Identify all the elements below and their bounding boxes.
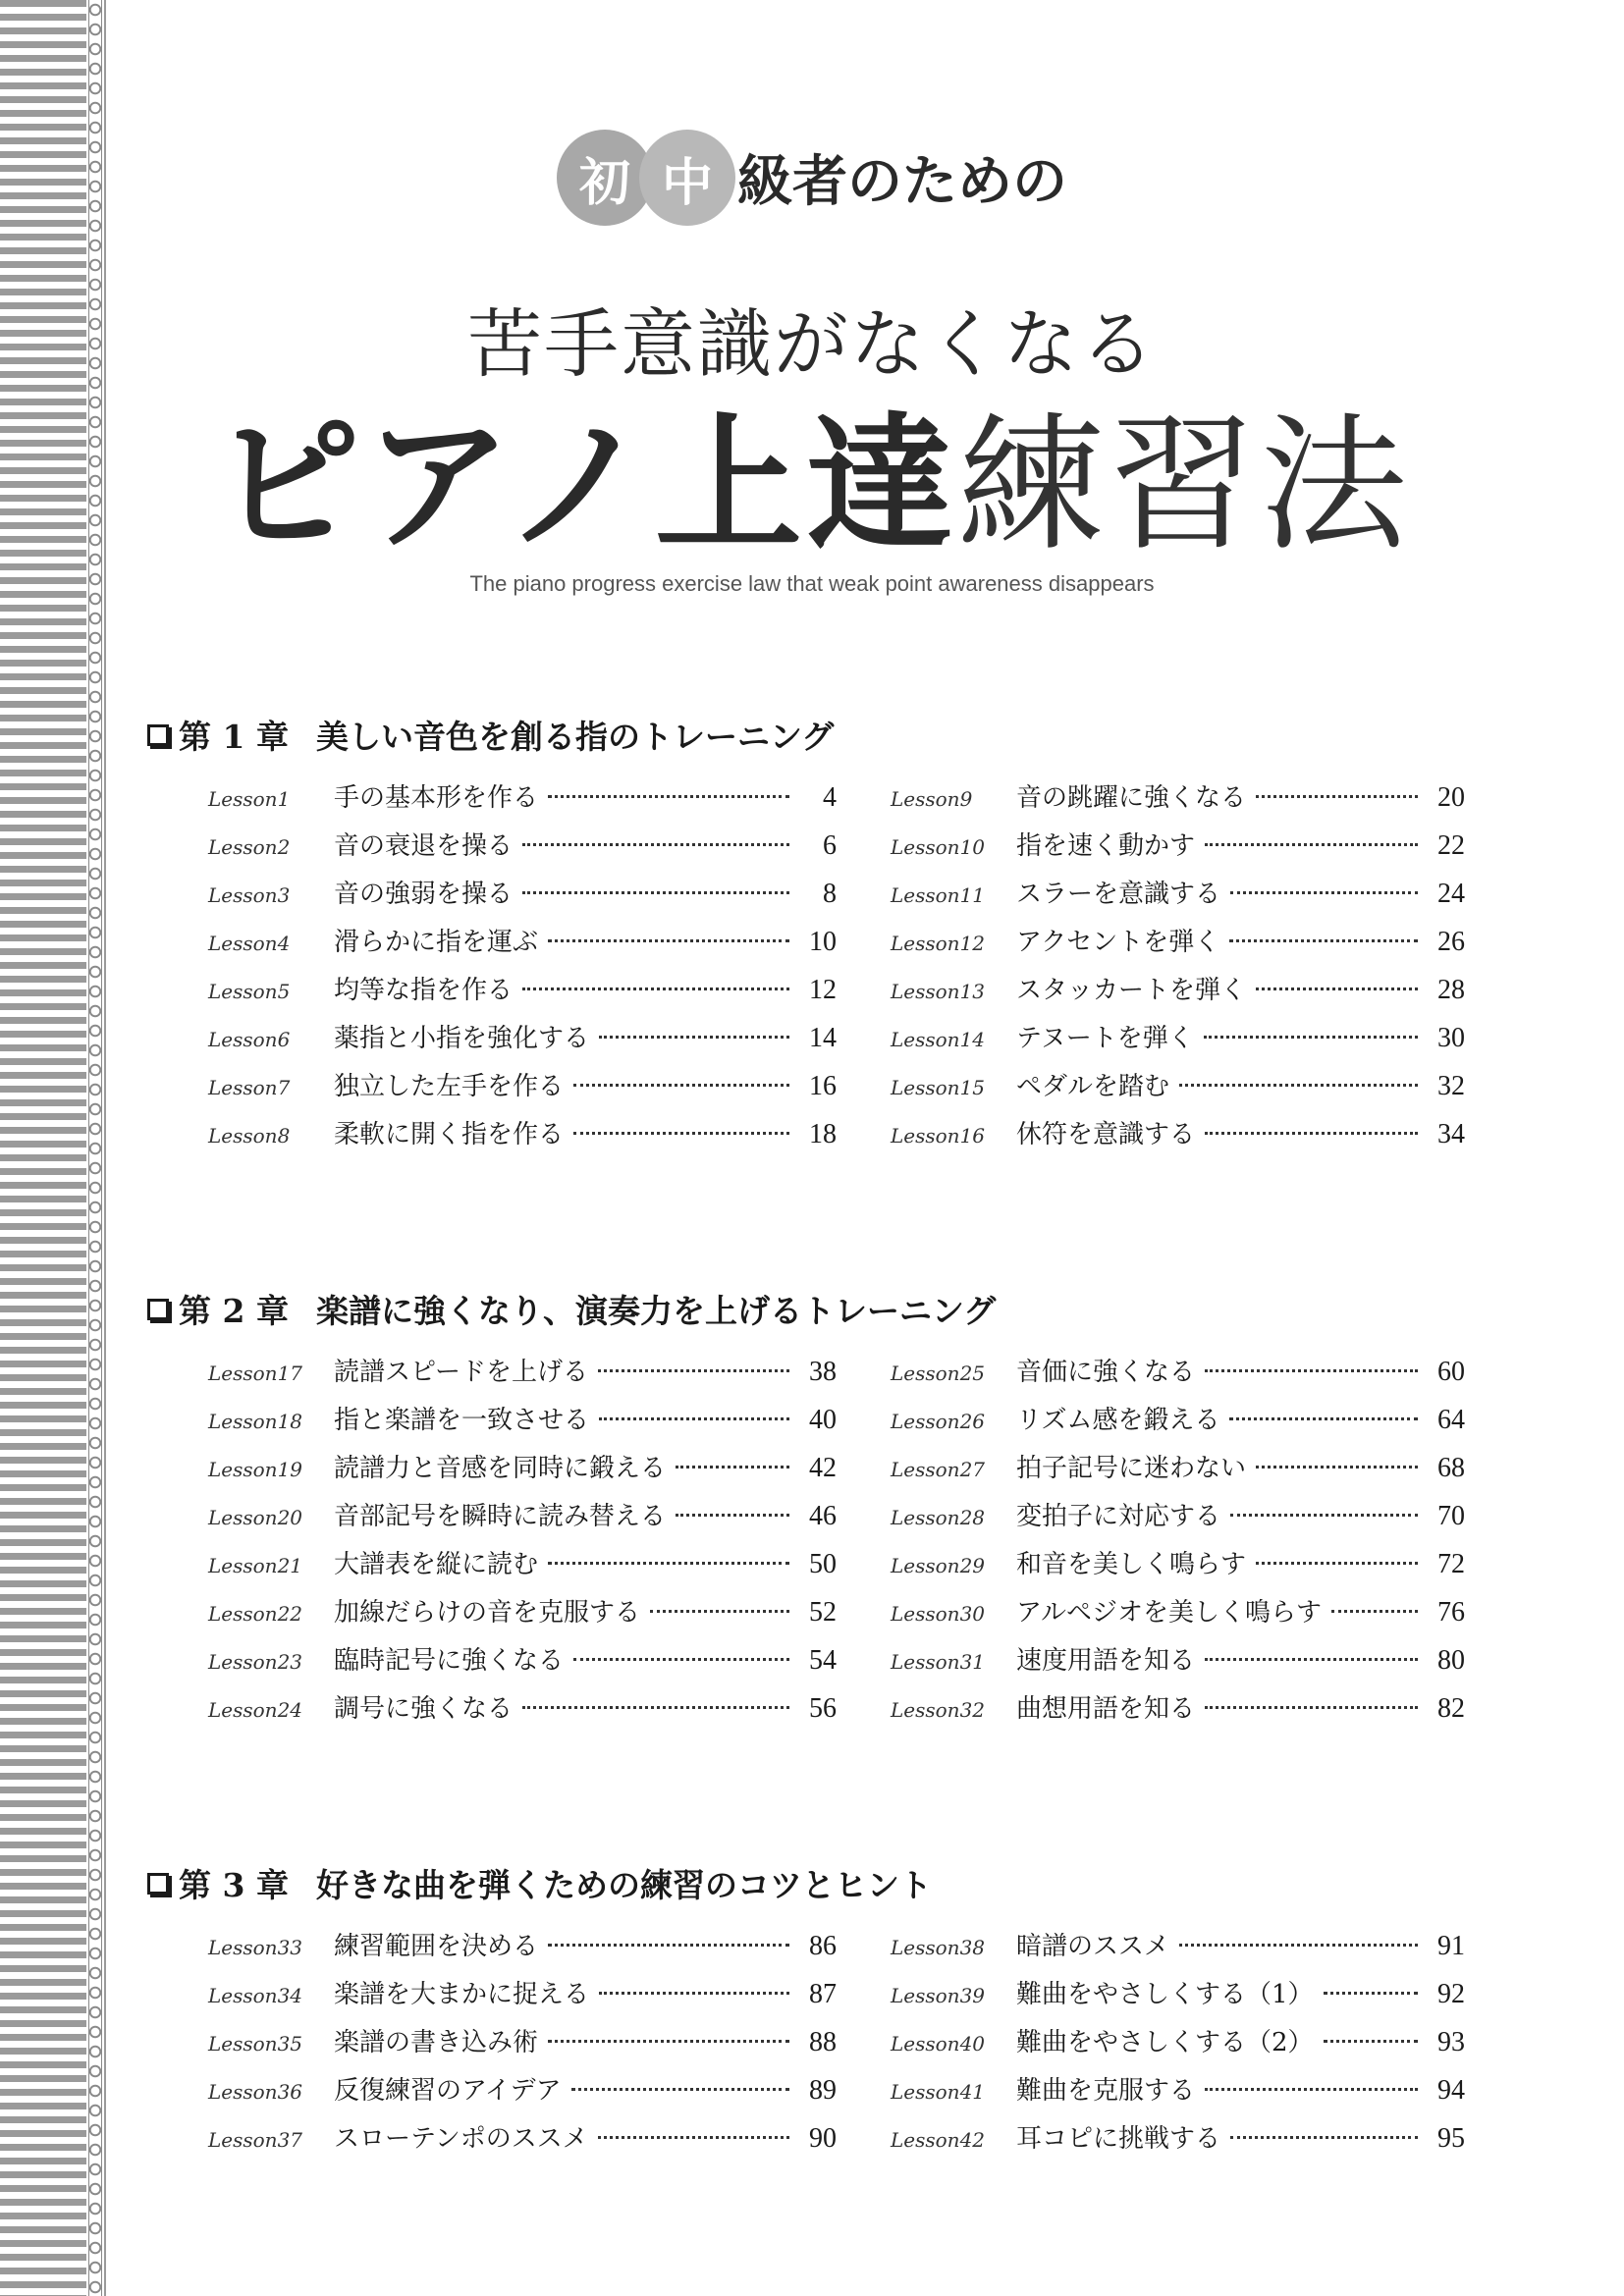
- lesson-label: Lesson2: [208, 835, 291, 859]
- toc-entry: [208, 2070, 837, 2118]
- lesson-title: 読譜スピードを上げる: [334, 1358, 588, 1387]
- lesson-title: 指を速く動かす: [1016, 831, 1196, 861]
- toc-entry: [208, 1114, 837, 1162]
- lesson-label: Lesson7: [208, 1076, 291, 1099]
- toc-entry: [891, 826, 1465, 874]
- checkbox-icon: [147, 1873, 169, 1895]
- lesson-label: Lesson20: [208, 1506, 303, 1529]
- lesson-title: 音部記号を瞬時に読み替える: [334, 1502, 667, 1531]
- lesson-label: Lesson34: [208, 1984, 303, 2007]
- lesson-title: 反復練習のアイデア: [334, 2076, 562, 2106]
- dot-leader: [650, 1610, 789, 1613]
- lesson-title: 休符を意識する: [1016, 1120, 1196, 1149]
- lesson-title: 速度用語を知る: [1016, 1646, 1196, 1676]
- page-number: 93: [1437, 2027, 1465, 2057]
- page-number: 22: [1437, 830, 1465, 861]
- toc-entry: [891, 1448, 1465, 1496]
- lesson-label: Lesson11: [891, 883, 986, 907]
- toc-entry: [891, 1400, 1465, 1448]
- lesson-label: Lesson42: [891, 2128, 986, 2152]
- lesson-title: ペダルを踏む: [1016, 1072, 1170, 1101]
- dot-leader: [599, 1036, 789, 1039]
- page-number: 70: [1437, 1501, 1465, 1531]
- toc-entry: [891, 2118, 1465, 2166]
- lesson-title: 加線だらけの音を克服する: [334, 1598, 641, 1628]
- lesson-label: Lesson3: [208, 883, 291, 907]
- toc-entry: [208, 1400, 837, 1448]
- lesson-title: 難曲をやさしくする（1）: [1016, 1980, 1314, 2009]
- toc-entry: [208, 1926, 837, 1974]
- toc-entry: [208, 1592, 837, 1640]
- toc-entry: [208, 1974, 837, 2022]
- toc-entry: [208, 1640, 837, 1688]
- main-title: [0, 402, 1624, 569]
- lesson-title: 楽譜の書き込み術: [334, 2028, 539, 2057]
- toc-entry: [891, 1688, 1465, 1736]
- dot-leader: [522, 988, 789, 990]
- page-number: 30: [1437, 1023, 1465, 1053]
- page-number: 95: [1437, 2123, 1465, 2154]
- subtitle-row: [0, 130, 1624, 226]
- page-number: 76: [1437, 1597, 1465, 1628]
- dot-leader: [676, 1466, 789, 1468]
- lesson-label: Lesson13: [891, 980, 986, 1003]
- dot-leader: [1205, 1369, 1418, 1372]
- lesson-label: Lesson27: [891, 1458, 986, 1481]
- page-number: 56: [809, 1693, 837, 1724]
- toc-column-right: [891, 1352, 1473, 1736]
- toc-entry: [891, 1496, 1465, 1544]
- toc-entry: [208, 1496, 837, 1544]
- page-number: 34: [1437, 1119, 1465, 1149]
- dot-leader: [1230, 2136, 1418, 2139]
- lesson-title: 均等な指を作る: [334, 976, 514, 1005]
- toc-column-left: [208, 1926, 837, 2166]
- lesson-label: Lesson6: [208, 1028, 291, 1051]
- lesson-title: 難曲を克服する: [1016, 2076, 1196, 2106]
- lesson-title: リズム感を鍛える: [1016, 1406, 1220, 1435]
- toc-entry: [208, 874, 837, 922]
- lesson-label: Lesson15: [891, 1076, 986, 1099]
- lesson-label: Lesson33: [208, 1936, 303, 1959]
- page-number: 88: [809, 2027, 837, 2057]
- page-number: 54: [809, 1645, 837, 1676]
- lesson-label: Lesson4: [208, 932, 291, 955]
- main-title-light: 練習法: [957, 400, 1412, 571]
- lesson-title: 曲想用語を知る: [1016, 1694, 1196, 1724]
- lesson-label: Lesson29: [891, 1554, 986, 1577]
- dot-leader: [1204, 1036, 1418, 1039]
- page-number: 32: [1437, 1071, 1465, 1101]
- dot-leader: [1205, 1658, 1418, 1661]
- toc-entry: [208, 1688, 837, 1736]
- dot-leader: [1230, 891, 1418, 894]
- page-number: 72: [1437, 1549, 1465, 1579]
- page-number: 20: [1437, 782, 1465, 813]
- dot-leader: [1229, 939, 1418, 942]
- page-number: 92: [1437, 1979, 1465, 2009]
- page-number: 4: [823, 782, 837, 813]
- lesson-label: Lesson10: [891, 835, 986, 859]
- page-number: 10: [809, 927, 837, 957]
- lesson-title: 音の衰退を操る: [334, 831, 514, 861]
- toc-entry: [891, 922, 1465, 970]
- lesson-title: 臨時記号に強くなる: [334, 1646, 565, 1676]
- dot-leader: [1205, 1132, 1418, 1135]
- dot-leader: [1205, 843, 1418, 846]
- page-number: 6: [823, 830, 837, 861]
- lesson-title: 音価に強くなる: [1016, 1358, 1196, 1387]
- page-number: 91: [1437, 1931, 1465, 1961]
- lesson-title: 変拍子に対応する: [1016, 1502, 1221, 1531]
- lesson-title: 暗譜のススメ: [1016, 1932, 1170, 1961]
- dot-leader: [1256, 795, 1418, 798]
- dot-leader: [1230, 1514, 1418, 1517]
- page-number: 12: [809, 975, 837, 1005]
- dot-leader: [548, 939, 789, 942]
- toc-entry: [208, 2118, 837, 2166]
- lesson-label: Lesson37: [208, 2128, 303, 2152]
- toc-column-left: [208, 1352, 837, 1736]
- page-number: 86: [809, 1931, 837, 1961]
- lesson-title: 手の基本形を作る: [334, 783, 539, 813]
- lesson-title: 指と楽譜を一致させる: [334, 1406, 590, 1435]
- dot-leader: [1256, 1562, 1418, 1565]
- badge-beginner: 初: [557, 130, 653, 226]
- lesson-label: Lesson8: [208, 1124, 291, 1148]
- page-number: 52: [809, 1597, 837, 1628]
- chapter-heading: [147, 1860, 1473, 1906]
- chapter-number: 第 2 章: [179, 1292, 289, 1330]
- lesson-title: テヌートを弾く: [1016, 1024, 1194, 1053]
- page-number: 80: [1437, 1645, 1465, 1676]
- lesson-label: Lesson38: [891, 1936, 986, 1959]
- chapter-title: 楽譜に強くなり、演奏力を上げるトレーニング: [315, 1292, 997, 1330]
- dot-leader: [1205, 2088, 1418, 2091]
- dot-leader: [573, 1084, 789, 1087]
- lesson-title: 耳コピに挑戦する: [1016, 2124, 1221, 2154]
- chapter-heading: [147, 712, 1473, 758]
- page-number: 38: [809, 1357, 837, 1387]
- dot-leader: [522, 891, 789, 894]
- lesson-label: Lesson35: [208, 2032, 303, 2056]
- lesson-label: Lesson40: [891, 2032, 986, 2056]
- toc-entry: [891, 777, 1465, 826]
- page-number: 46: [809, 1501, 837, 1531]
- toc-entry: [891, 1018, 1465, 1066]
- lesson-title: 独立した左手を作る: [334, 1072, 565, 1101]
- dot-leader: [598, 1369, 789, 1372]
- page-number: 89: [809, 2075, 837, 2106]
- dot-leader: [1324, 2040, 1418, 2043]
- lesson-label: Lesson1: [208, 787, 291, 811]
- page-number: 26: [1437, 927, 1465, 957]
- dot-leader: [573, 1132, 789, 1135]
- dot-leader: [571, 2088, 789, 2091]
- lesson-title: アルペジオを美しく鳴らす: [1016, 1598, 1322, 1628]
- page-number: 8: [823, 879, 837, 909]
- dot-leader: [548, 1944, 789, 1947]
- lesson-title: 和音を美しく鳴らす: [1016, 1550, 1247, 1579]
- lesson-label: Lesson36: [208, 2080, 303, 2104]
- toc-entry: [208, 1448, 837, 1496]
- lesson-label: Lesson25: [891, 1362, 986, 1385]
- dot-leader: [548, 2040, 789, 2043]
- dot-leader: [1205, 1706, 1418, 1709]
- toc-entry: [891, 970, 1465, 1018]
- lesson-title: 薬指と小指を強化する: [334, 1024, 590, 1053]
- toc-entry: [891, 2070, 1465, 2118]
- lesson-title: 音の跳躍に強くなる: [1016, 783, 1247, 813]
- page-number: 24: [1437, 879, 1465, 909]
- dot-leader: [598, 2136, 789, 2139]
- lesson-title: 調号に強くなる: [334, 1694, 514, 1724]
- lesson-title: 難曲をやさしくする（2）: [1016, 2028, 1314, 2057]
- dot-leader: [599, 1992, 789, 1995]
- page-number: 50: [809, 1549, 837, 1579]
- page-number: 94: [1437, 2075, 1465, 2106]
- lesson-title: 滑らかに指を運ぶ: [334, 928, 539, 957]
- lesson-label: Lesson24: [208, 1698, 303, 1722]
- lesson-label: Lesson28: [891, 1506, 986, 1529]
- lesson-label: Lesson23: [208, 1650, 303, 1674]
- toc-entry: [891, 1592, 1465, 1640]
- dot-leader: [676, 1514, 789, 1517]
- chapter-title: 好きな曲を弾くための練習のコツとヒント: [315, 1866, 932, 1904]
- toc-entry: [891, 1114, 1465, 1162]
- lesson-label: Lesson41: [891, 2080, 986, 2104]
- toc-entry: [891, 1926, 1465, 1974]
- dot-leader: [1256, 988, 1418, 990]
- page-number: 90: [809, 2123, 837, 2154]
- page-number: 68: [1437, 1453, 1465, 1483]
- lesson-label: Lesson18: [208, 1410, 303, 1433]
- toc-entry: [891, 2022, 1465, 2070]
- toc-entry: [208, 2022, 837, 2070]
- dot-leader: [1179, 1084, 1418, 1087]
- page-number: 64: [1437, 1405, 1465, 1435]
- lesson-label: Lesson30: [891, 1602, 986, 1626]
- page-number: 87: [809, 1979, 837, 2009]
- chapter-number: 第 3 章: [179, 1866, 289, 1904]
- toc-entry: [891, 1544, 1465, 1592]
- lesson-title: 練習範囲を決める: [334, 1932, 539, 1961]
- toc-entry: [208, 1018, 837, 1066]
- page-number: 18: [809, 1119, 837, 1149]
- toc-entry: [891, 1640, 1465, 1688]
- toc-entry: [208, 1352, 837, 1400]
- lesson-label: Lesson17: [208, 1362, 303, 1385]
- badge-intermediate: 中: [639, 130, 735, 226]
- lesson-label: Lesson9: [891, 787, 973, 811]
- chapter-1: [147, 712, 1473, 1162]
- lesson-label: Lesson31: [891, 1650, 986, 1674]
- chapter-3: [147, 1860, 1473, 2166]
- page-number: 16: [809, 1071, 837, 1101]
- lesson-title: スタッカートを弾く: [1016, 976, 1247, 1005]
- dot-leader: [1331, 1610, 1418, 1613]
- lesson-label: Lesson12: [891, 932, 986, 955]
- page-number: 40: [809, 1405, 837, 1435]
- toc-column-right: [891, 1926, 1473, 2166]
- lesson-title: 楽譜を大まかに捉える: [334, 1980, 590, 2009]
- lesson-label: Lesson16: [891, 1124, 986, 1148]
- dot-leader: [573, 1658, 789, 1661]
- lesson-title: 柔軟に開く指を作る: [334, 1120, 565, 1149]
- dot-leader: [1324, 1992, 1418, 1995]
- checkbox-icon: [147, 1299, 169, 1320]
- checkbox-icon: [147, 724, 169, 746]
- page-number: 42: [809, 1453, 837, 1483]
- page-number: 28: [1437, 975, 1465, 1005]
- lesson-title: 音の強弱を操る: [334, 880, 514, 909]
- toc-column-left: [208, 777, 837, 1162]
- dot-leader: [1256, 1466, 1418, 1468]
- page-number: 60: [1437, 1357, 1465, 1387]
- page-number: 14: [809, 1023, 837, 1053]
- dot-leader: [1229, 1417, 1418, 1420]
- toc-entry: [891, 1352, 1465, 1400]
- english-subtitle: The piano progress exercise law that weak point awareness disappears: [469, 571, 1155, 596]
- lesson-label: Lesson22: [208, 1602, 303, 1626]
- chapter-title: 美しい音色を創る指のトレーニング: [315, 718, 835, 756]
- lesson-title: 拍子記号に迷わない: [1016, 1454, 1247, 1483]
- title-line1: 苦手意識がなくなる: [467, 300, 1157, 388]
- dot-leader: [522, 1706, 789, 1709]
- toc-entry: [208, 826, 837, 874]
- chapter-2: [147, 1286, 1473, 1736]
- lesson-label: Lesson39: [891, 1984, 986, 2007]
- lesson-title: スラーを意識する: [1016, 880, 1221, 909]
- lesson-label: Lesson5: [208, 980, 291, 1003]
- chapter-heading: [147, 1286, 1473, 1332]
- dot-leader: [1179, 1944, 1418, 1947]
- toc-entry: [891, 1974, 1465, 2022]
- dot-leader: [522, 843, 789, 846]
- lesson-label: Lesson21: [208, 1554, 303, 1577]
- dot-leader: [548, 1562, 789, 1565]
- lesson-title: スローテンポのススメ: [334, 2124, 588, 2154]
- lesson-label: Lesson19: [208, 1458, 303, 1481]
- lesson-title: アクセントを弾く: [1016, 928, 1220, 957]
- toc-entry: [208, 922, 837, 970]
- lesson-label: Lesson14: [891, 1028, 986, 1051]
- toc-entry: [208, 970, 837, 1018]
- toc-entry: [891, 1066, 1465, 1114]
- toc-column-right: [891, 777, 1473, 1162]
- page-number: 82: [1437, 1693, 1465, 1724]
- main-title-bold: ピアノ上達: [212, 400, 957, 571]
- toc-entry: [208, 1544, 837, 1592]
- toc-entry: [891, 874, 1465, 922]
- lesson-title: 大譜表を縦に読む: [334, 1550, 539, 1579]
- lesson-title: 読譜力と音感を同時に鍛える: [334, 1454, 667, 1483]
- lesson-label: Lesson26: [891, 1410, 986, 1433]
- lesson-label: Lesson32: [891, 1698, 986, 1722]
- chapter-number: 第 1 章: [179, 718, 289, 756]
- dot-leader: [599, 1417, 789, 1420]
- toc-entry: [208, 1066, 837, 1114]
- toc-entry: [208, 777, 837, 826]
- dot-leader: [548, 795, 789, 798]
- subtitle-text: 級者のための: [737, 150, 1067, 214]
